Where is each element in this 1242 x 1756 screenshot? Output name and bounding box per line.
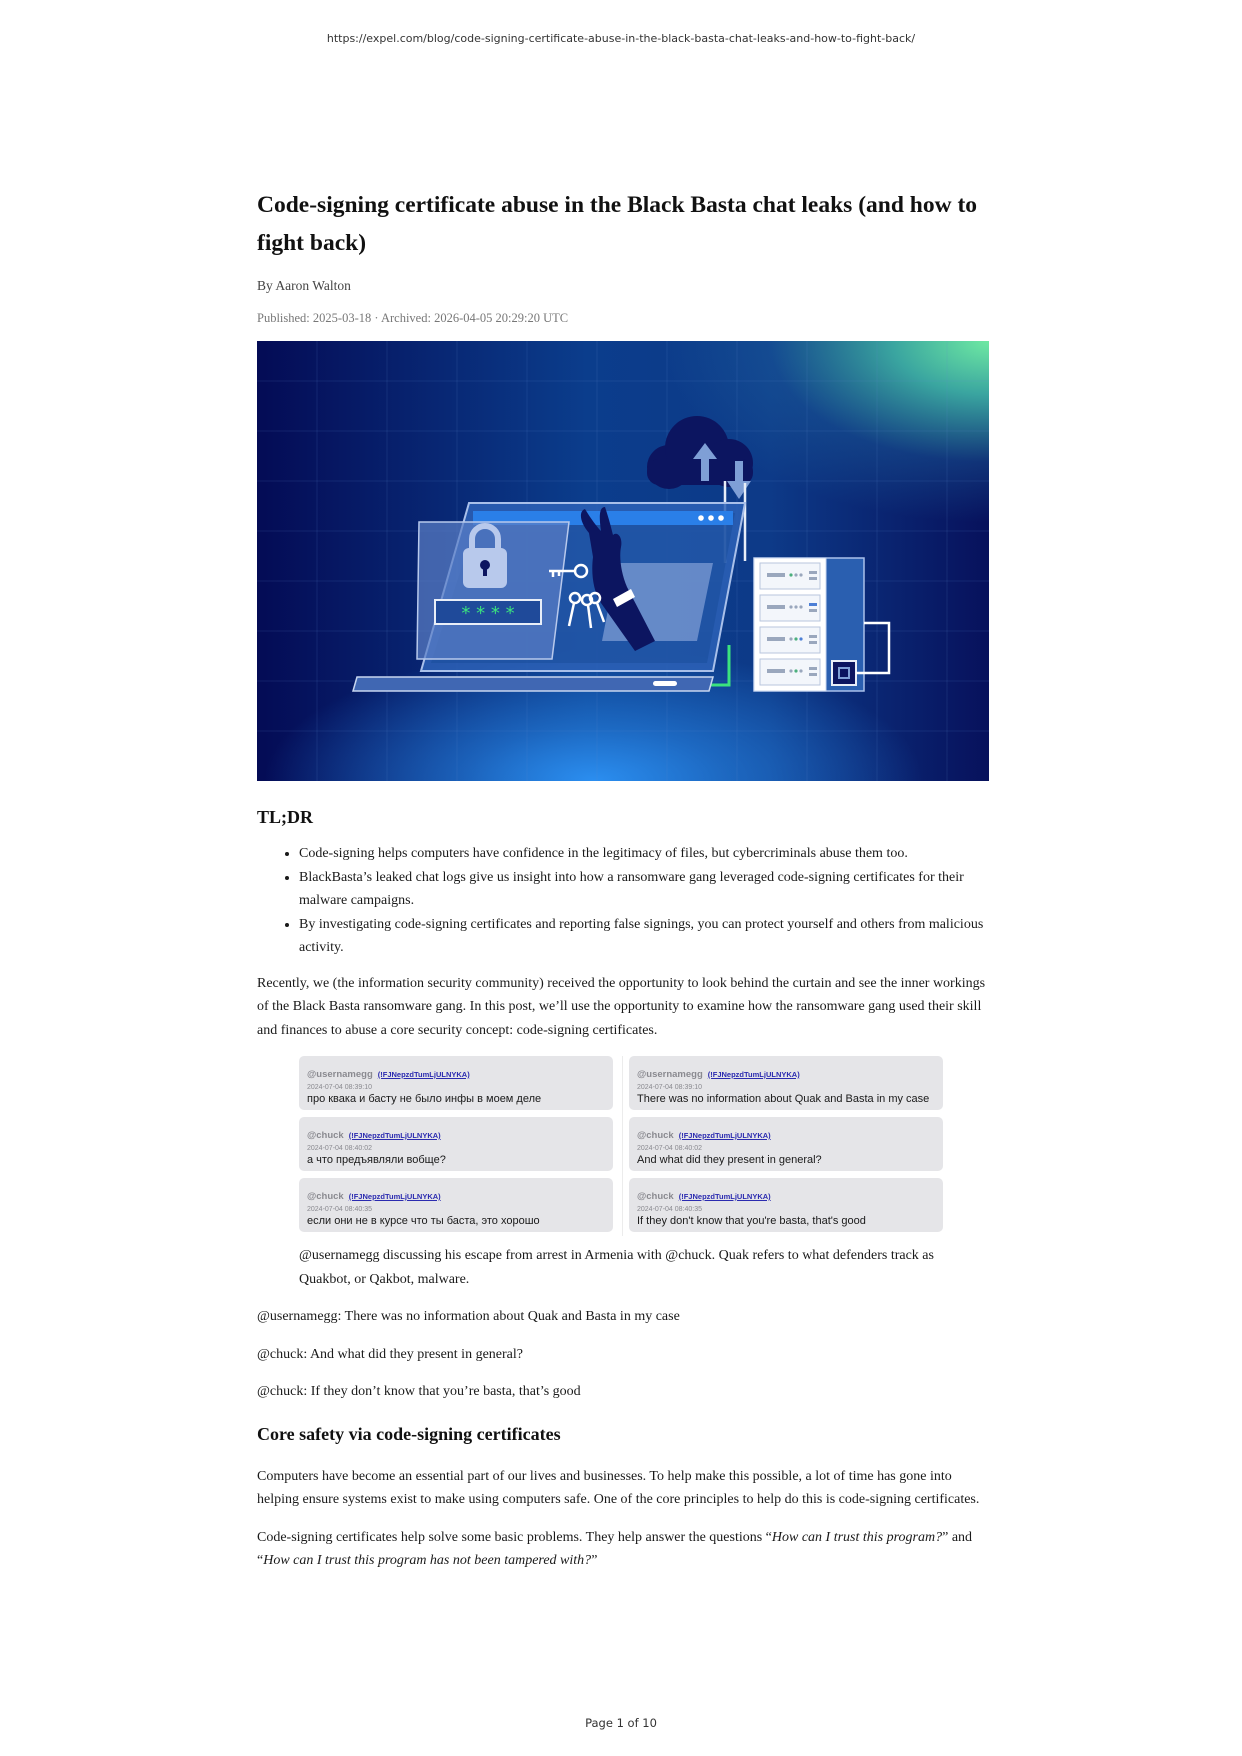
chat-text: And what did they present in general? — [637, 1154, 822, 1166]
tldr-item: • By investigating code-signing certificates and reporting false signings, you can protect yourself and others from malicious activity. — [299, 913, 989, 960]
chat-quote: @chuck: If they don’t know that you’re basta, that’s good — [257, 1384, 581, 1399]
chat-message-original — [299, 1056, 613, 1110]
server-rack-icon — [754, 558, 889, 691]
intro-paragraph: Recently, we (the information security community) received the opportunity to look behind the curtain and see the inner workings of the Black Basta ransomware gang. In this post, we’ll use the opportunity to examine how the ransomware gang used their skill and finances to abuse a core security concept: code-signing certificates. — [257, 975, 986, 1038]
section-heading: Core safety via code-signing certificates — [257, 1423, 561, 1444]
chat-username: @usernamegg — [637, 1069, 703, 1080]
tldr-list — [257, 842, 989, 960]
chat-message-original — [299, 1178, 613, 1232]
article-title: Code-signing certificate abuse in the Black Basta chat leaks (and how to fight back) — [257, 192, 978, 256]
publish-meta: Published: 2025-03-18 · Archived: 2026-04-05 20:29:20 UTC — [257, 311, 569, 325]
questions-text: ” and “ — [257, 1529, 973, 1568]
chat-text: There was no information about Quak and Basta in my case — [637, 1093, 930, 1105]
chat-quote: @chuck: And what did they present in general? — [257, 1346, 523, 1362]
chat-timestamp: 2024-07-04 08:40:35 — [637, 1206, 702, 1213]
hero-illustration — [257, 341, 989, 781]
chat-username: @chuck — [637, 1130, 674, 1141]
chat-timestamp: 2024-07-04 08:40:02 — [307, 1145, 372, 1152]
chat-user-id-link[interactable]: (!FJNepzdTumLjULNYKA) — [678, 1192, 771, 1201]
questions-text: Code-signing certificates help solve some basic problems. They help answer the questions “ — [257, 1529, 772, 1545]
chat-user-id-link[interactable]: (!FJNepzdTumLjULNYKA) — [678, 1131, 771, 1140]
chat-user-id-link[interactable]: (!FJNepzdTumLjULNYKA) — [348, 1131, 441, 1140]
chat-message-translation — [629, 1117, 943, 1171]
chat-timestamp: 2024-07-04 08:40:02 — [637, 1145, 702, 1152]
section-paragraph: Computers have become an essential part of our lives and businesses. To help make this possible, a lot of time has gone into helping ensure systems exist to make using computers safe. One of the core principles to help do this is code-signing certificates. — [257, 1468, 980, 1507]
chat-username: @chuck — [307, 1130, 344, 1141]
chat-text: а что предъявляли вобще? — [307, 1154, 446, 1166]
tldr-item: • BlackBasta’s leaked chat logs give us insight into how a ransomware gang leveraged code-signing certificates for their malware campaigns. — [299, 866, 989, 913]
chat-text: если они не в курсе что ты баста, это хорошо — [307, 1215, 540, 1227]
article — [257, 186, 989, 1573]
chat-text: If they don't know that you're basta, that's good — [637, 1215, 866, 1227]
page-url: https://expel.com/blog/code-signing-certificate-abuse-in-the-black-basta-chat-leaks-and-how-to-fight-back/ — [326, 32, 916, 45]
chat-username: @chuck — [307, 1191, 344, 1202]
tldr-heading: TL;DR — [257, 807, 314, 827]
chat-timestamp: 2024-07-04 08:39:10 — [637, 1084, 702, 1091]
image-caption: @usernamegg discussing his escape from arrest in Armenia with @chuck. Quak refers to what defenders track as Quakbot, or Qakbot, malware. — [299, 1248, 934, 1287]
byline: By Aaron Walton — [257, 278, 351, 293]
chat-message-original — [299, 1117, 613, 1171]
chat-text: про квака и басту не было инфы в моем деле — [307, 1093, 542, 1105]
questions-paragraph — [257, 1526, 989, 1573]
chat-user-id-link[interactable]: (!FJNepzdTumLjULNYKA) — [707, 1070, 800, 1079]
chat-timestamp: 2024-07-04 08:39:10 — [307, 1084, 372, 1091]
chat-username: @usernamegg — [307, 1069, 373, 1080]
question-trust: How can I trust this program? — [771, 1529, 943, 1545]
chat-quote: @usernamegg: There was no information about Quak and Basta in my case — [257, 1309, 680, 1324]
page-number: Page 1 of 10 — [585, 1716, 657, 1730]
chat-screenshot — [299, 1056, 947, 1236]
chat-username: @chuck — [637, 1191, 674, 1202]
chat-divider — [622, 1056, 623, 1236]
questions-text: ” — [591, 1553, 598, 1568]
chat-user-id-link[interactable]: (!FJNepzdTumLjULNYKA) — [348, 1192, 441, 1201]
chat-timestamp: 2024-07-04 08:40:35 — [307, 1206, 372, 1213]
chat-message-translation — [629, 1056, 943, 1110]
password-mask: * * * * — [461, 603, 515, 624]
tldr-item: • Code-signing helps computers have confidence in the legitimacy of files, but cybercriminals abuse them too. — [299, 842, 989, 866]
chat-user-id-link[interactable]: (!FJNepzdTumLjULNYKA) — [377, 1070, 470, 1079]
password-field — [435, 600, 541, 624]
question-tampered: How can I trust this program has not been tampered with? — [263, 1553, 592, 1568]
chat-message-translation — [629, 1178, 943, 1232]
hero-graphic — [257, 341, 989, 781]
